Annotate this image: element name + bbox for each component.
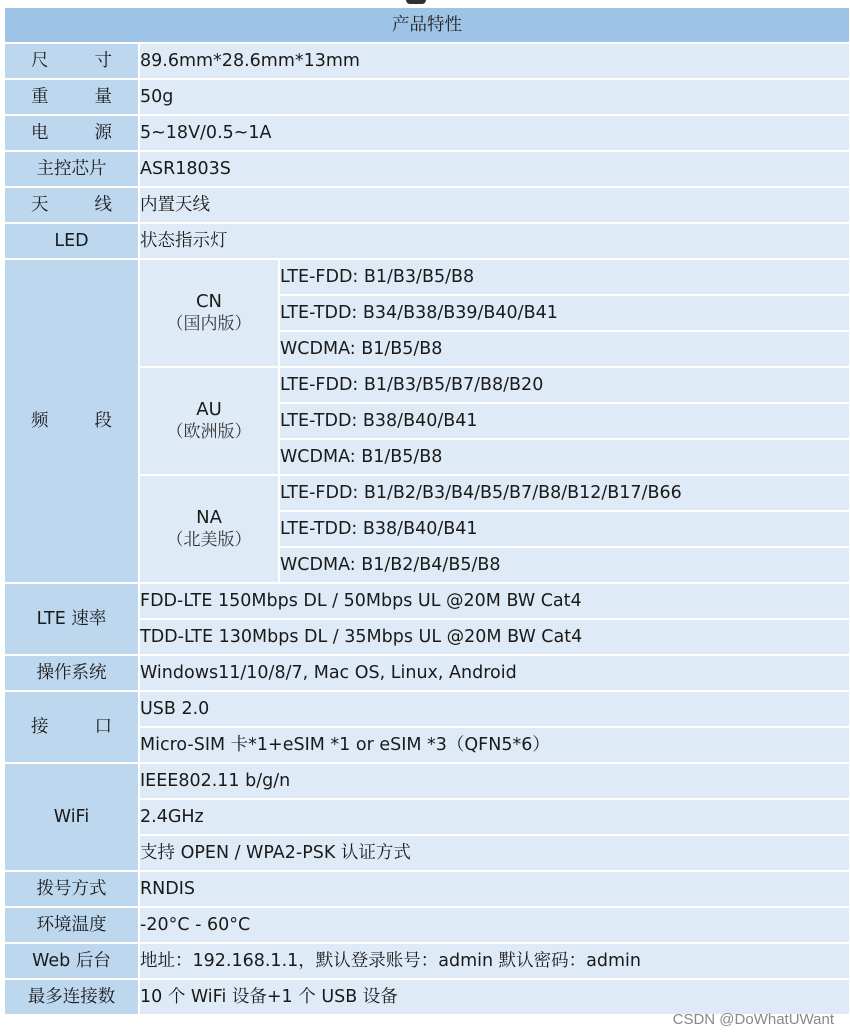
band-value: LTE-TDD: B38/B40/B41 [279, 511, 850, 547]
value-weight: 50g [139, 79, 850, 115]
band-value: LTE-TDD: B38/B40/B41 [279, 403, 850, 439]
value-lte-rate: TDD-LTE 130Mbps DL / 35Mbps UL @20M BW Cat4 [139, 619, 850, 655]
value-dial: RNDIS [139, 871, 850, 907]
label-web: Web 后台 [4, 943, 139, 979]
label-lte-rate: LTE 速率 [4, 583, 139, 655]
header-row [4, 7, 850, 43]
row-led [4, 223, 850, 259]
value-web: 地址：192.168.1.1，默认登录账号：admin 默认密码：admin [139, 943, 850, 979]
value-size: 89.6mm*28.6mm*13mm [139, 43, 850, 79]
band-row [4, 259, 850, 295]
label-chip: 主控芯片 [4, 151, 139, 187]
row-wifi [4, 763, 850, 799]
value-wifi: 支持 OPEN / WPA2-PSK 认证方式 [139, 835, 850, 871]
label-max-conn: 最多连接数 [4, 979, 139, 1015]
table-title: 产品特性 [4, 7, 850, 43]
value-chip: ASR1803S [139, 151, 850, 187]
label-temp: 环境温度 [4, 907, 139, 943]
band-value: WCDMA: B1/B5/B8 [279, 331, 850, 367]
row-antenna [4, 187, 850, 223]
value-max-conn: 10 个 WiFi 设备+1 个 USB 设备 [139, 979, 850, 1015]
row-max-conn [4, 979, 850, 1015]
value-wifi: IEEE802.11 b/g/n [139, 763, 850, 799]
value-temp: -20°C - 60°C [139, 907, 850, 943]
value-interface: Micro-SIM 卡*1+eSIM *1 or eSIM *3（QFN5*6） [139, 727, 850, 763]
label-dial: 拨号方式 [4, 871, 139, 907]
row-interface [4, 691, 850, 727]
value-os: Windows11/10/8/7, Mac OS, Linux, Android [139, 655, 850, 691]
value-interface: USB 2.0 [139, 691, 850, 727]
row-temp [4, 907, 850, 943]
label-led: LED [4, 223, 139, 259]
band-value: WCDMA: B1/B5/B8 [279, 439, 850, 475]
band-value: LTE-FDD: B1/B3/B5/B8 [279, 259, 850, 295]
row-weight [4, 79, 850, 115]
row-power [4, 115, 850, 151]
top-decoration [406, 0, 426, 4]
value-lte-rate: FDD-LTE 150Mbps DL / 50Mbps UL @20M BW Cat4 [139, 583, 850, 619]
region-cn: CN （国内版） [139, 259, 279, 367]
value-led: 状态指示灯 [139, 223, 850, 259]
band-value: LTE-FDD: B1/B2/B3/B4/B5/B7/B8/B12/B17/B66 [279, 475, 850, 511]
product-spec-table [3, 6, 850, 1016]
band-value: WCDMA: B1/B2/B4/B5/B8 [279, 547, 850, 583]
region-na: NA （北美版） [139, 475, 279, 583]
label-wifi: WiFi [4, 763, 139, 871]
watermark: CSDN @DoWhatUWant [672, 1011, 834, 1028]
row-dial [4, 871, 850, 907]
band-value: LTE-FDD: B1/B3/B5/B7/B8/B20 [279, 367, 850, 403]
value-antenna: 内置天线 [139, 187, 850, 223]
value-wifi: 2.4GHz [139, 799, 850, 835]
row-chip [4, 151, 850, 187]
row-lte-rate [4, 583, 850, 619]
band-value: LTE-TDD: B34/B38/B39/B40/B41 [279, 295, 850, 331]
row-os [4, 655, 850, 691]
value-power: 5~18V/0.5~1A [139, 115, 850, 151]
region-au: AU （欧洲版） [139, 367, 279, 475]
label-size: 尺 寸 [4, 43, 139, 79]
label-power: 电 源 [4, 115, 139, 151]
label-interface: 接 口 [4, 691, 139, 763]
label-os: 操作系统 [4, 655, 139, 691]
label-weight: 重 量 [4, 79, 139, 115]
row-web [4, 943, 850, 979]
label-bands: 频 段 [4, 259, 139, 583]
label-antenna: 天 线 [4, 187, 139, 223]
row-size [4, 43, 850, 79]
